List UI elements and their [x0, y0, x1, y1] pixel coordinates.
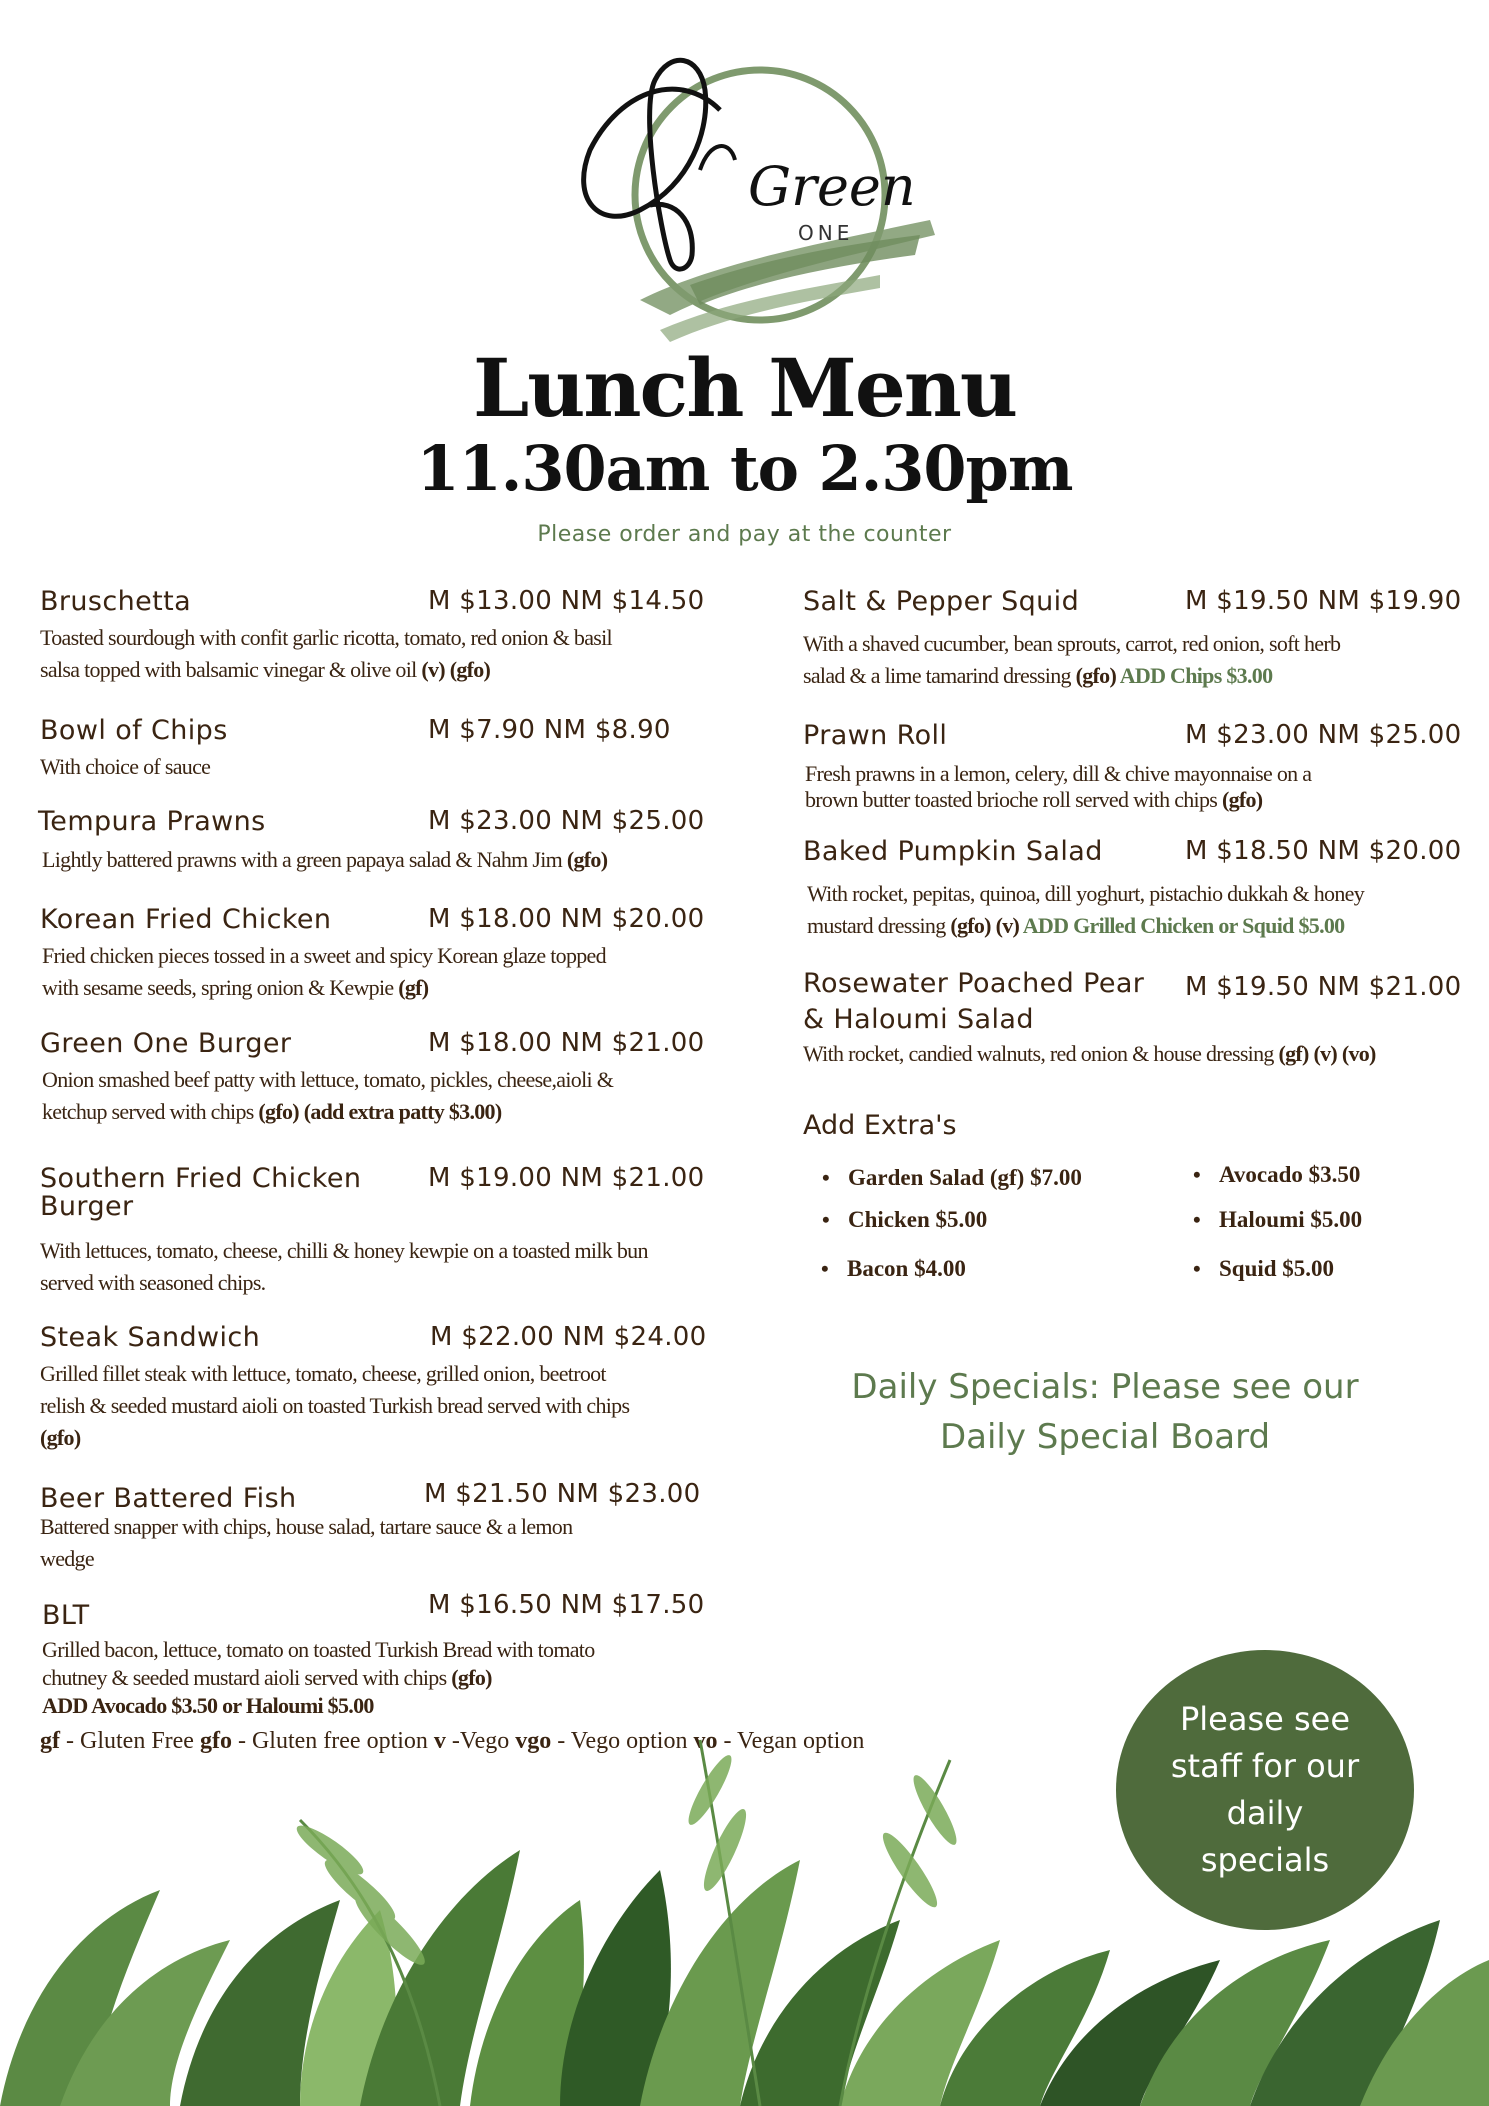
badge-line: Please see — [1179, 1700, 1351, 1738]
item-add-on: ADD Chips $3.00 — [1119, 663, 1273, 688]
item-name: Baked Pumpkin Salad — [803, 836, 1103, 867]
item-price: M $13.00 NM $14.50 — [428, 586, 705, 616]
item-price: M $23.00 NM $25.00 — [1185, 720, 1462, 750]
item-desc: With rocket, pepitas, quinoa, dill yoghurt, pistachio dukkah & honey — [807, 881, 1365, 906]
extra-item: • Avocado $3.50 — [1219, 1162, 1360, 1188]
item-add-on: ADD Avocado $3.50 or Haloumi $5.00 — [42, 1693, 374, 1718]
item-name: Green One Burger — [40, 1028, 292, 1059]
legend-code: gf — [40, 1728, 60, 1754]
item-price: M $21.50 NM $23.00 — [424, 1479, 701, 1509]
logo-script-text: Green — [748, 155, 916, 218]
extras-title: Add Extra's — [803, 1110, 957, 1141]
item-tags: (v) (gfo) — [421, 657, 491, 682]
item-desc: Fresh prawns in a lemon, celery, dill & chive mayonnaise on a — [805, 761, 1312, 786]
daily-specials-line: Daily Special Board — [939, 1417, 1271, 1457]
item-desc: Lightly battered prawns with a green papaya salad & Nahm Jim — [42, 847, 567, 872]
item-name: Bowl of Chips — [40, 715, 228, 746]
item-name-line2: & Haloumi Salad — [803, 1004, 1034, 1035]
item-price: M $19.50 NM $19.90 — [1185, 586, 1462, 616]
order-note: Please order and pay at the counter — [537, 522, 952, 547]
item-desc: With lettuces, tomato, cheese, chilli & honey kewpie on a toasted milk bun — [40, 1238, 648, 1263]
item-price: M $22.00 NM $24.00 — [430, 1322, 707, 1352]
staff-specials-badge — [1116, 1650, 1414, 1930]
item-tags: (gfo) — [451, 1665, 492, 1690]
item-desc: brown butter toasted brioche roll served with chips — [805, 787, 1222, 812]
item-desc: served with seasoned chips. — [40, 1270, 266, 1295]
legend-code: vo — [693, 1728, 718, 1754]
item-tags: (gfo) (add extra patty $3.00) — [258, 1099, 502, 1124]
item-tags: (gf) (v) (vo) — [1278, 1041, 1376, 1066]
item-desc: ketchup served with chips — [42, 1099, 259, 1124]
item-name: Bruschetta — [40, 586, 192, 617]
item-tags: (gfo) — [566, 847, 608, 872]
legend-text: - Gluten Free — [60, 1728, 200, 1754]
item-name: Rosewater Poached Pear — [803, 968, 1145, 999]
daily-specials-line: Daily Specials: Please see our — [851, 1367, 1359, 1407]
item-desc: With choice of sauce — [40, 754, 211, 779]
item-desc: chutney & seeded mustard aioli served with chips — [42, 1665, 452, 1690]
item-desc: Toasted sourdough with confit garlic ricotta, tomato, red onion & basil — [40, 625, 612, 650]
daily-specials-note — [780, 1362, 1430, 1462]
extra-item: • Chicken $5.00 — [848, 1207, 987, 1233]
item-name: Prawn Roll — [803, 720, 948, 751]
item-tags: (gfo) (v) — [950, 913, 1023, 938]
item-price: M $19.00 NM $21.00 — [428, 1163, 705, 1193]
item-name: BLT — [42, 1600, 90, 1631]
legend-text: - Vego option — [551, 1728, 694, 1754]
item-desc: wedge — [40, 1546, 94, 1571]
legend-code: vgo — [515, 1728, 552, 1754]
extra-item: • Garden Salad (gf) $7.00 — [848, 1165, 1082, 1191]
item-name: Southern Fried Chicken — [40, 1163, 362, 1194]
badge-line: specials — [1200, 1841, 1330, 1879]
item-tags: (gfo) — [1075, 663, 1120, 688]
item-price: M $18.50 NM $20.00 — [1185, 836, 1462, 866]
legend-text: -Vego — [445, 1728, 516, 1754]
item-price: M $16.50 NM $17.50 — [428, 1590, 705, 1620]
legend-text: - Vegan option — [717, 1728, 865, 1754]
green-one-logo — [560, 30, 960, 380]
item-desc: Onion smashed beef patty with lettuce, tomato, pickles, cheese,aioli & — [42, 1067, 614, 1092]
item-desc: With a shaved cucumber, bean sprouts, carrot, red onion, soft herb — [803, 631, 1341, 656]
item-desc: Grilled bacon, lettuce, tomato on toasted Turkish Bread with tomato — [42, 1637, 595, 1662]
item-name-line2: Burger — [40, 1191, 134, 1222]
item-desc: Fried chicken pieces tossed in a sweet and spicy Korean glaze topped — [42, 943, 606, 968]
menu-hours: 11.30am to 2.30pm — [416, 432, 1073, 505]
badge-line: staff for our — [1170, 1747, 1360, 1785]
item-price: M $18.00 NM $21.00 — [428, 1028, 705, 1058]
item-add-on: ADD Grilled Chicken or Squid $5.00 — [1022, 913, 1345, 938]
item-tags: (gfo) — [1221, 787, 1263, 812]
item-name: Tempura Prawns — [38, 806, 266, 837]
item-name: Korean Fried Chicken — [40, 904, 332, 935]
item-desc: relish & seeded mustard aioli on toasted Turkish bread served with chips — [40, 1393, 630, 1418]
item-desc: salsa topped with balsamic vinegar & olive oil — [40, 657, 422, 682]
item-price: M $7.90 NM $8.90 — [428, 715, 671, 745]
legend-code: v — [433, 1728, 446, 1754]
item-price: M $18.00 NM $20.00 — [428, 904, 705, 934]
item-tags: (gfo) — [40, 1425, 81, 1450]
extra-item: • Squid $5.00 — [1219, 1256, 1334, 1282]
item-desc: mustard dressing — [807, 913, 951, 938]
item-price: M $23.00 NM $25.00 — [428, 806, 705, 836]
extra-item: • Bacon $4.00 — [847, 1256, 966, 1282]
item-name: Steak Sandwich — [40, 1322, 261, 1353]
badge-line: daily — [1226, 1794, 1304, 1832]
legend-text: - Gluten free option — [231, 1728, 434, 1754]
item-desc: with sesame seeds, spring onion & Kewpie — [42, 975, 399, 1000]
item-price: M $19.50 NM $21.00 — [1185, 972, 1462, 1002]
legend-code: gfo — [199, 1728, 232, 1754]
item-name: Salt & Pepper Squid — [803, 586, 1080, 617]
item-desc: With rocket, candied walnuts, red onion & house dressing — [803, 1041, 1279, 1066]
menu-title: Lunch Menu — [472, 341, 1017, 435]
item-name: Beer Battered Fish — [40, 1483, 297, 1514]
extra-item: • Haloumi $5.00 — [1219, 1207, 1362, 1233]
logo-sub-text: ONE — [798, 221, 854, 245]
item-tags: (gf) — [398, 975, 429, 1000]
item-desc: Grilled fillet steak with lettuce, tomato, cheese, grilled onion, beetroot — [40, 1361, 606, 1386]
item-desc: Battered snapper with chips, house salad, tartare sauce & a lemon — [40, 1514, 573, 1539]
item-desc: salad & a lime tamarind dressing — [803, 663, 1076, 688]
